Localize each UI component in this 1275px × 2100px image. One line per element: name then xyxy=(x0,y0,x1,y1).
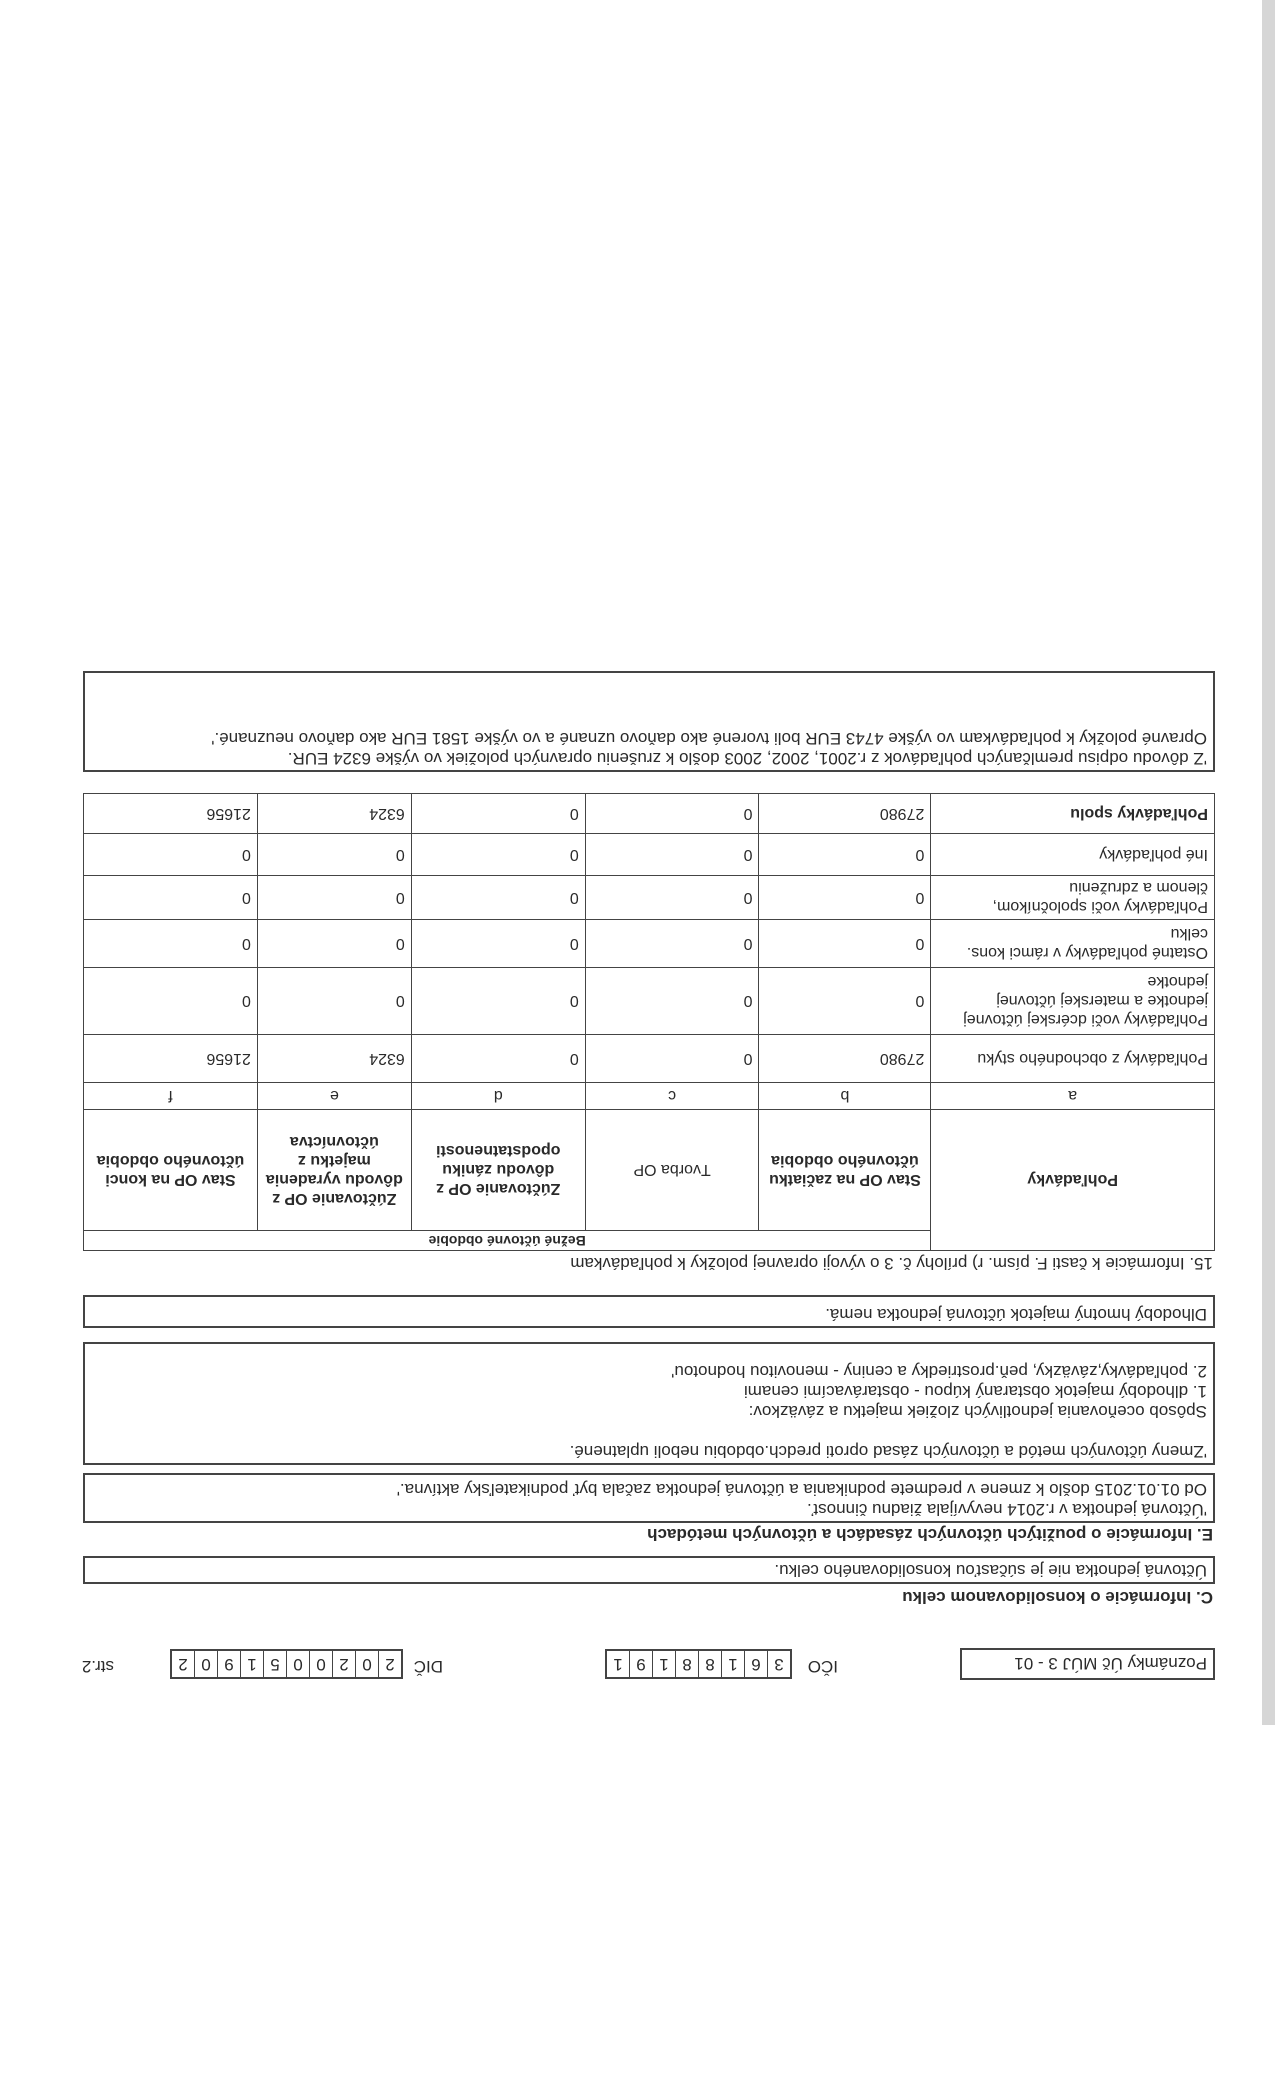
section-c-text: Účtovná jednotka nie je súčasťou konsolidovaného celku. xyxy=(83,1556,1215,1584)
section-15-title: 15. Informácie k časti F. písm. r) prílohy č. 3 o vývoji opravnej položky k pohľadávkam xyxy=(570,1254,1213,1273)
cell: 0 xyxy=(585,876,759,920)
letter: c xyxy=(585,1083,759,1110)
cell: 6324 xyxy=(257,794,411,834)
letter: a xyxy=(931,1083,1215,1110)
ico-digit: 8 xyxy=(675,1651,698,1677)
col-header-a: Pohľadávky xyxy=(931,1110,1215,1251)
cell: 6324 xyxy=(257,1035,411,1083)
cell: 0 xyxy=(585,1035,759,1083)
cell: 21656 xyxy=(84,1035,258,1083)
col-header-f: Stav OP na konci účtovného obdobia xyxy=(84,1110,258,1231)
row-label: Iné pohľadávky xyxy=(931,834,1215,876)
form-label: Poznámky Úč MÚJ 3 - 01 xyxy=(960,1648,1215,1680)
cell: 21656 xyxy=(84,794,258,834)
dic-digit: 1 xyxy=(240,1651,263,1677)
dic-digit: 0 xyxy=(286,1651,309,1677)
dic-digit: 5 xyxy=(263,1651,286,1677)
row-label: Pohľadávky spolu xyxy=(931,794,1215,834)
table-row-total xyxy=(84,794,1215,834)
cell: 0 xyxy=(84,920,258,968)
section-e-box2 xyxy=(83,1342,1215,1465)
table-row xyxy=(84,920,1215,968)
cell: 0 xyxy=(257,968,411,1035)
section-e-title: E. Informácie o použitých účtovných zásadách a účtovných metódach xyxy=(647,1525,1213,1544)
ico-digit: 1 xyxy=(652,1651,675,1677)
page-number: str.2 xyxy=(81,1657,114,1676)
cell: 0 xyxy=(257,876,411,920)
letter: b xyxy=(759,1083,931,1110)
row-label: Pohľadávky voči dcérskej účtovnej jednotke a materskej účtovnej jednotke xyxy=(931,968,1215,1035)
dic-digit: 0 xyxy=(355,1651,378,1677)
cell: 0 xyxy=(759,968,931,1035)
ico-digit: 1 xyxy=(721,1651,744,1677)
cell: 0 xyxy=(411,1035,585,1083)
cell: 0 xyxy=(759,876,931,920)
scan-edge xyxy=(1262,0,1275,1725)
ico-digit: 1 xyxy=(613,1655,623,1674)
row-label: Pohľadávky z obchodného styku xyxy=(931,1035,1215,1083)
cell: 0 xyxy=(411,876,585,920)
cell: 0 xyxy=(257,920,411,968)
dic-digit: 0 xyxy=(194,1651,217,1677)
cell: 0 xyxy=(585,968,759,1035)
table-row xyxy=(84,1035,1215,1083)
dic-digit: 9 xyxy=(217,1651,240,1677)
cell: 0 xyxy=(84,968,258,1035)
col-header-c: Tvorba OP xyxy=(585,1110,759,1231)
cell: 0 xyxy=(84,834,258,876)
cell: 0 xyxy=(759,834,931,876)
letter: d xyxy=(411,1083,585,1110)
dic-digits xyxy=(170,1649,403,1679)
dic-digit: 0 xyxy=(309,1651,332,1677)
letter: f xyxy=(84,1083,258,1110)
row-label: Pohľadávky voči spoločníkom, členom a združeniu xyxy=(931,876,1215,920)
box2-line1: 'Zmeny účtovných metód a účtovných zásad oproti predch.obdobiu neboli uplatnené. xyxy=(569,1442,1207,1461)
allowance-table xyxy=(83,793,1215,1251)
cell: 0 xyxy=(585,834,759,876)
row-label: Ostatné pohľadávky v rámci kons. celku xyxy=(931,920,1215,968)
col-header-b: Stav OP na začiatku účtovného obdobia xyxy=(759,1110,931,1231)
letter: e xyxy=(257,1083,411,1110)
group-header: Bežné účtovné obdobie xyxy=(84,1231,931,1251)
ico-digit: 8 xyxy=(698,1651,721,1677)
ico-digit: 3 xyxy=(767,1651,790,1677)
table-row xyxy=(84,876,1215,920)
ico-digit: 6 xyxy=(744,1651,767,1677)
dic-digit: 2 xyxy=(178,1655,188,1674)
section-e-box1: 'Účtovná jednotka v r.2014 nevyvíjala žiadnu činnosť. Od 01.01.2015 došlo k zmene v predmete podnikania a účtovná jednotka začala byť podnikateľsky aktívna.' xyxy=(83,1473,1215,1523)
cell: 0 xyxy=(84,876,258,920)
dic-digit: 2 xyxy=(378,1651,401,1677)
cell: 0 xyxy=(585,794,759,834)
col-header-d: Zúčtovanie OP z dôvodu zániku opodstatnenosti xyxy=(411,1110,585,1231)
section-e-box3: Dlhodobý hmotný majetok účtovná jednotka nemá. xyxy=(83,1295,1215,1328)
table-row xyxy=(84,968,1215,1035)
ico-digits xyxy=(605,1649,792,1679)
ico-digit: 9 xyxy=(629,1651,652,1677)
dic-digit: 2 xyxy=(332,1651,355,1677)
cell: 0 xyxy=(257,834,411,876)
section-15-note: 'Z dôvodu odpisu premlčaných pohľadávok z r.2001, 2002, 2003 došlo k zrušeniu opravných položiek vo výške 6324 EUR. Opravné položky k pohľadávkam vo výške 4743 EUR boli tvorené ako daňovo uznané a vo výške 1581 EUR ako daňovo neuznané.' xyxy=(83,671,1215,772)
dic-label: DIČ xyxy=(413,1657,443,1676)
col-header-e: Zúčtovanie OP z dôvodu vyradenia majetku z účtovníctva xyxy=(257,1110,411,1231)
cell: 0 xyxy=(411,968,585,1035)
box2-rest: Spôsob oceňovania jednotlivých zložiek majetku a záväzkov: 1. dlhodobý majetok obstaraný kúpou - obstarávacími cenami 2. pohľadávky,záväzky, peň.prostriedky a ceniny - menovitou hodnotou' xyxy=(671,1362,1207,1421)
cell: 0 xyxy=(411,794,585,834)
ico-label: IČO xyxy=(807,1657,838,1676)
section-c-title: C. Informácie o konsolidovanom celku xyxy=(902,1588,1213,1607)
cell: 0 xyxy=(411,920,585,968)
cell: 0 xyxy=(411,834,585,876)
cell: 27980 xyxy=(759,794,931,834)
cell: 27980 xyxy=(759,1035,931,1083)
cell: 0 xyxy=(585,920,759,968)
table-row xyxy=(84,834,1215,876)
cell: 0 xyxy=(759,920,931,968)
